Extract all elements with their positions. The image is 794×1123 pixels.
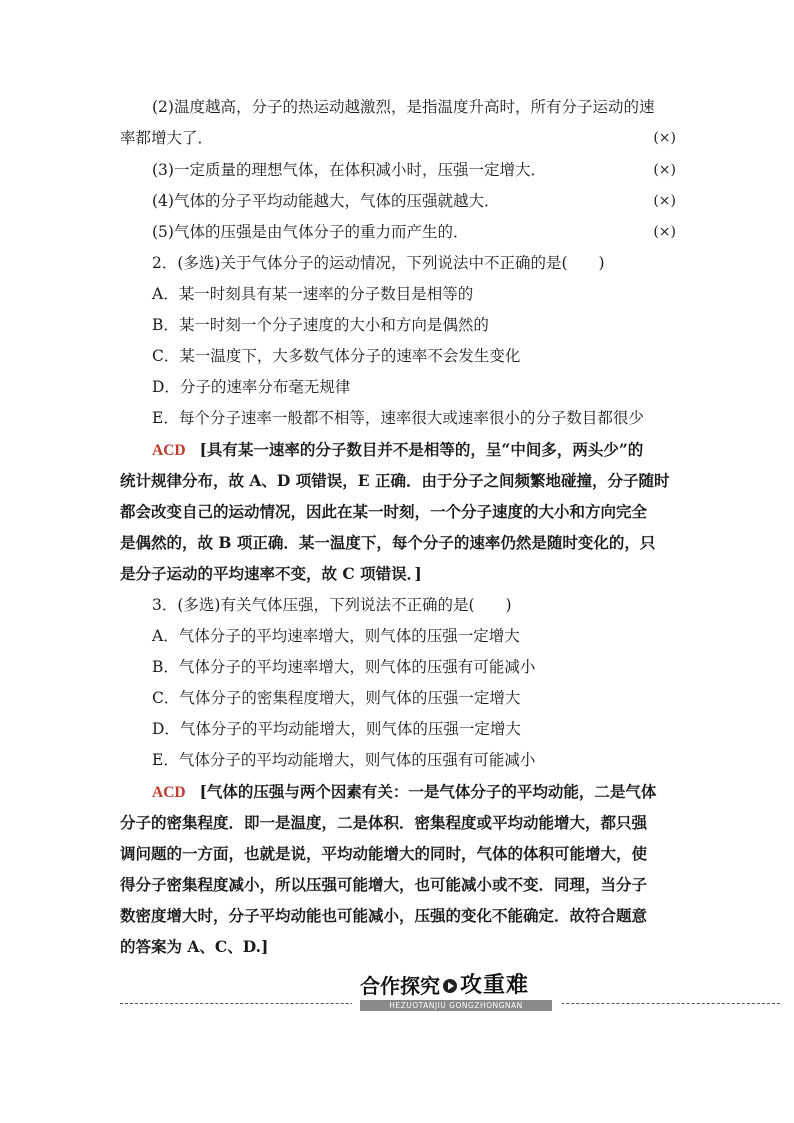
q3-explanation-line6: 的答案为 A、C、D.] bbox=[120, 937, 269, 956]
section-title-b: 攻重难 bbox=[460, 973, 530, 998]
q3-answer: ACD bbox=[152, 784, 186, 801]
q1-item2-line2: 率都增大了． bbox=[120, 129, 214, 147]
section-header bbox=[352, 973, 562, 1013]
q2-explanation-line4: 是偶然的，故 B 项正确．某一温度下，每个分子的速率仍然是随时变化的，只 bbox=[120, 533, 656, 552]
q2-option-d: D．分子的速率分布毫无规律 bbox=[152, 378, 351, 396]
play-arrow-icon bbox=[443, 979, 457, 993]
q1-item4: (4)气体的分子平均动能越大，气体的压强就越大． bbox=[152, 192, 500, 210]
q3-option-e: E．气体分子的平均动能增大，则气体的压强有可能减小 bbox=[152, 751, 536, 769]
q3-option-d: D．气体分子的平均动能增大，则气体的压强一定增大 bbox=[152, 720, 521, 738]
q3-stem: 3．(多选)有关气体压强，下列说法不正确的是( ) bbox=[152, 596, 512, 614]
q1-item2-mark: (×) bbox=[653, 130, 676, 146]
section-title-a: 合作探究 bbox=[360, 974, 440, 998]
q1-item4-mark: (×) bbox=[653, 193, 676, 209]
q2-stem: 2．(多选)关于气体分子的运动情况，下列说法中不正确的是( ) bbox=[152, 254, 605, 272]
q3-option-c: C．气体分子的密集程度增大，则气体的压强一定增大 bbox=[152, 689, 521, 707]
q2-answer: ACD bbox=[152, 442, 186, 459]
q3-explanation-line2: 分子的密集程度．即一是温度，二是体积．密集程度或平均动能增大，都只强 bbox=[120, 813, 648, 832]
section-title bbox=[360, 973, 529, 999]
q1-item3-mark: (×) bbox=[653, 162, 676, 178]
q3-explanation-line3: 调问题的一方面，也就是说，平均动能增大的同时，气体的体积可能增大，使 bbox=[120, 844, 648, 863]
q2-option-a: A．某一时刻具有某一速率的分子数目是相等的 bbox=[152, 285, 474, 303]
section-pinyin: HEZUOTANJIU GONGZHONGNAN bbox=[360, 1000, 552, 1011]
q2-explanation-line1: ACD [具有某一速率的分子数目并不是相等的，呈“中间多，两头少”的 bbox=[152, 440, 644, 459]
q2-explanation-line5: 是分子运动的平均速率不变，故 C 项错误．] bbox=[120, 564, 422, 583]
q2-option-b: B．某一时刻一个分子速度的大小和方向是偶然的 bbox=[152, 316, 489, 334]
q2-explanation-line3: 都会改变自己的运动情况，因此在某一时刻，一个分子速度的大小和方向完全 bbox=[120, 502, 648, 521]
q2-option-e: E．每个分子速率一般都不相等，速率很大或速率很小的分子数目都很少 bbox=[152, 409, 644, 427]
q1-item2-line1: (2)温度越高，分子的热运动越激烈，是指温度升高时，所有分子运动的速 bbox=[152, 98, 655, 116]
q1-item5-mark: (×) bbox=[653, 224, 676, 240]
q3-option-a: A．气体分子的平均速率增大，则气体的压强一定增大 bbox=[152, 627, 520, 645]
q2-explanation-line2: 统计规律分布，故 A、D 项错误，E 正确．由于分子之间频繁地碰撞，分子随时 bbox=[120, 471, 670, 490]
q2-option-c: C．某一温度下，大多数气体分子的速率不会发生变化 bbox=[152, 347, 521, 365]
q3-explanation-line5: 数密度增大时，分子平均动能也可能减小，压强的变化不能确定．故符合题意 bbox=[120, 906, 648, 925]
q3-option-b: B．气体分子的平均速率增大，则气体的压强有可能减小 bbox=[152, 658, 536, 676]
q1-item5: (5)气体的压强是由气体分子的重力而产生的． bbox=[152, 223, 469, 241]
q3-explanation-line1: ACD [气体的压强与两个因素有关：一是气体分子的平均动能，二是气体 bbox=[152, 782, 657, 801]
q3-explanation-line4: 得分子密集程度减小，所以压强可能增大，也可能减小或不变．同理，当分子 bbox=[120, 875, 648, 894]
q1-item3: (3)一定质量的理想气体，在体积减小时，压强一定增大． bbox=[152, 161, 546, 179]
